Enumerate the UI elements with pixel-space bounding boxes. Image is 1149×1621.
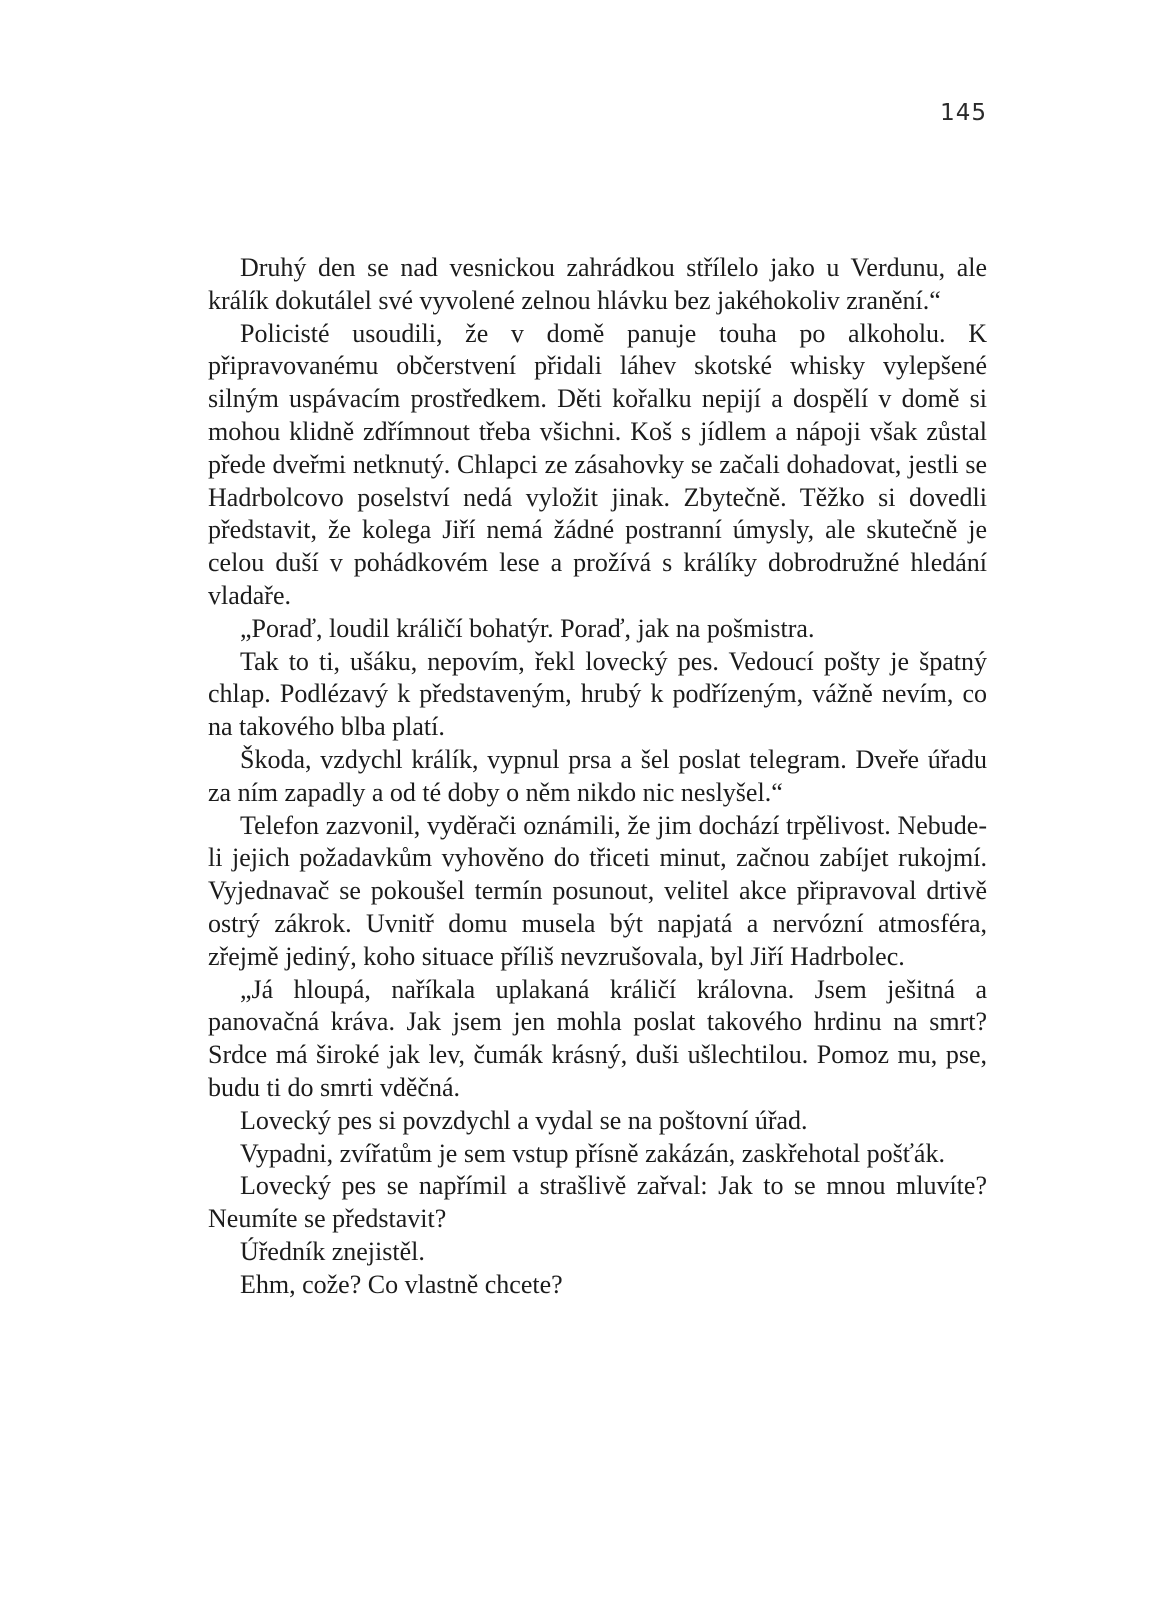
paragraph: „Poraď, loudil králičí bohatýr. Poraď, jak na pošmistra. — [240, 613, 815, 643]
paragraph: Druhý den se nad vesnickou zahrádkou střílelo jako u Verdunu, ale králík dokutálel své vyvolené zelnou hlávku bez jakéhokoliv zranění.“ — [208, 253, 987, 315]
paragraph: Telefon zazvonil, vyděrači oznámili, že jim dochází trpělivost. Nebude-li jejich požadavkům vyhověno do třiceti minut, začnou zabíjet rukojmí. Vyjednavač se pokoušel termín posunout, velitel akce připravoval drtivě ostrý zákrok. Uvnitř domu musela být napjatá a nervózní atmosféra, zřejmě jediný, koho situace příliš nevzrušovala, byl Jiří Hadrbolec. — [208, 810, 987, 971]
body-text — [208, 252, 987, 1302]
paragraph: Policisté usoudili, že v domě panuje touha po alkoholu. K připravovanému občerstvení přidali láhev skotské whisky vylepšené silným uspávacím prostředkem. Děti kořalku nepijí a dospělí v domě si mohou klidně zdřímnout třeba všichni. Koš s jídlem a nápoji však zůstal přede dveřmi netknutý. Chlapci ze zásahovky se začali dohadovat, jestli se Hadrbolcovo poselství nedá vyložit jinak. Zbytečně. Těžko si dovedli představit, že kolega Jiří nemá žádné postranní úmysly, ale skutečně je celou duší v pohádkovém lese a prožívá s králíky dobrodružné hledání vladaře. — [208, 318, 987, 610]
paragraph: Tak to ti, ušáku, nepovím, řekl lovecký pes. Vedoucí pošty je špatný chlap. Podlézavý k představeným, hrubý k podřízeným, vážně nevím, co na takového blba platí. — [208, 646, 987, 742]
paragraph: „Já hloupá, naříkala uplakaná králičí královna. Jsem ješitná a panovačná kráva. Jak jsem jen mohla poslat takového hrdinu na smrt? Srdce má široké jak lev, čumák krásný, duši ušlechtilou. Pomoz mu, pse, budu ti do smrti vděčná. — [208, 974, 987, 1102]
paragraph: Škoda, vzdychl králík, vypnul prsa a šel poslat telegram. Dveře úřadu za ním zapadly a od té doby o něm nikdo nic neslyšel.“ — [208, 744, 987, 807]
page-number: 145 — [940, 100, 987, 126]
paragraph: Vypadni, zvířatům je sem vstup přísně zakázán, zaskřehotal pošťák. — [240, 1138, 945, 1168]
paragraph: Úředník znejistěl. — [240, 1236, 425, 1266]
paragraph: Lovecký pes si povzdychl a vydal se na poštovní úřad. — [240, 1105, 808, 1135]
paragraph: Ehm, cože? Co vlastně chcete? — [240, 1269, 563, 1299]
paragraph: Lovecký pes se napřímil a strašlivě zařval: Jak to se mnou mluvíte? Neumíte se představit? — [208, 1171, 987, 1234]
